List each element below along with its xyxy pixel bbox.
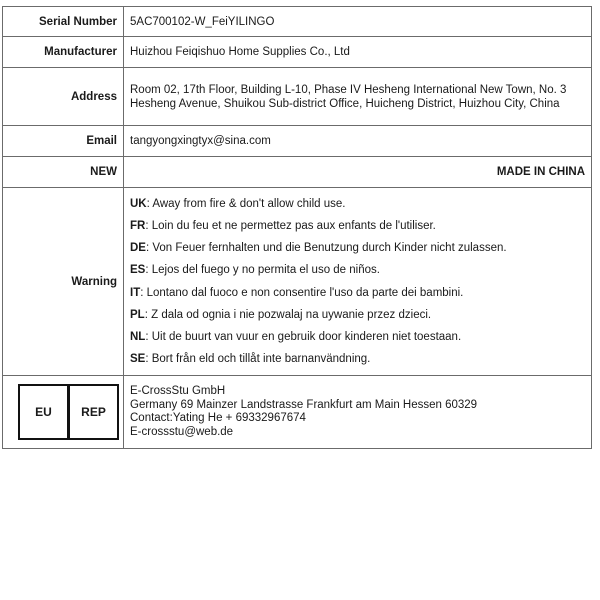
warning-label: Warning (3, 188, 124, 376)
warning-text: : Lejos del fuego y no permita el uso de niños. (145, 264, 380, 277)
product-info-table (2, 6, 592, 449)
warning-lang-code: SE (130, 352, 146, 365)
warning-line-de (130, 237, 585, 259)
eu-rep-company: E-CrossStu GmbH (130, 385, 226, 397)
warning-lang-code: PL (130, 308, 145, 321)
email-label: Email (3, 126, 124, 157)
manufacturer-label: Manufacturer (3, 37, 124, 68)
eu-rep-badge (18, 384, 119, 440)
email-value: tangyongxingtyx@sina.com (124, 126, 592, 157)
manufacturer-row (3, 37, 592, 68)
warning-lang-code: NL (130, 330, 146, 343)
warning-lang-code: UK (130, 198, 147, 211)
eu-rep-row (3, 376, 592, 449)
warning-list (130, 189, 585, 374)
address-row (3, 68, 592, 126)
warning-text: : Bort från eld och tillåt inte barnanvändning. (145, 352, 371, 365)
address-value: Room 02, 17th Floor, Building L-10, Phase IV Hesheng International New Town, No. 3 Hesheng Avenue, Shuikou Sub-district Office, Huicheng District, Huizhou City, China (124, 68, 592, 126)
warning-line-it (130, 282, 585, 304)
serial-number-label: Serial Number (3, 7, 124, 37)
product-label-sheet (2, 6, 592, 449)
warning-line-pl (130, 304, 585, 326)
warning-lang-code: ES (130, 264, 146, 277)
warning-line-se (130, 348, 585, 370)
eu-rep-logo-cell (3, 376, 124, 449)
warning-text: : Uit de buurt van vuur en gebruik door kinderen niet toestaan. (145, 330, 462, 343)
eu-rep-contact: Contact:Yating He + 69332967674 (130, 412, 306, 424)
eu-badge-text: EU (35, 405, 52, 419)
warning-lang-code: FR (130, 220, 146, 233)
warning-line-fr (130, 215, 585, 237)
warning-text: : Von Feuer fernhalten und die Benutzung durch Kinder nicht zulassen. (145, 242, 507, 255)
warning-text: : Loin du feu et ne permettez pas aux enfants de l'utiliser. (145, 220, 436, 233)
warning-text: : Away from fire & don't allow child use. (146, 198, 346, 211)
rep-badge-text: REP (67, 386, 117, 438)
eu-rep-details (124, 376, 592, 449)
serial-number-row (3, 7, 592, 37)
address-label: Address (3, 68, 124, 126)
eu-rep-address: Germany 69 Mainzer Landstrasse Frankfurt am Main Hessen 60329 (130, 398, 478, 411)
warning-lang-code: DE (130, 242, 146, 255)
warning-lang-code: IT (130, 286, 141, 299)
manufacturer-value: Huizhou Feiqishuo Home Supplies Co., Ltd (124, 37, 592, 68)
warning-text: : Lontano dal fuoco e non consentire l'uso da parte dei bambini. (140, 286, 464, 299)
warning-line-uk (130, 193, 585, 215)
new-row (3, 157, 592, 188)
new-label: NEW (3, 157, 124, 188)
email-row (3, 126, 592, 157)
eu-rep-email: E-crossstu@web.de (130, 425, 234, 438)
warning-line-es (130, 259, 585, 281)
warning-text: : Z dala od ognia i nie pozwalaj na uywanie przez dzieci. (144, 308, 432, 321)
warning-row (3, 188, 592, 376)
serial-number-value: 5AC700102-W_FeiYILINGO (124, 7, 592, 37)
made-in-china-value: MADE IN CHINA (124, 157, 592, 188)
warning-line-nl (130, 326, 585, 348)
warning-cell (124, 188, 592, 376)
